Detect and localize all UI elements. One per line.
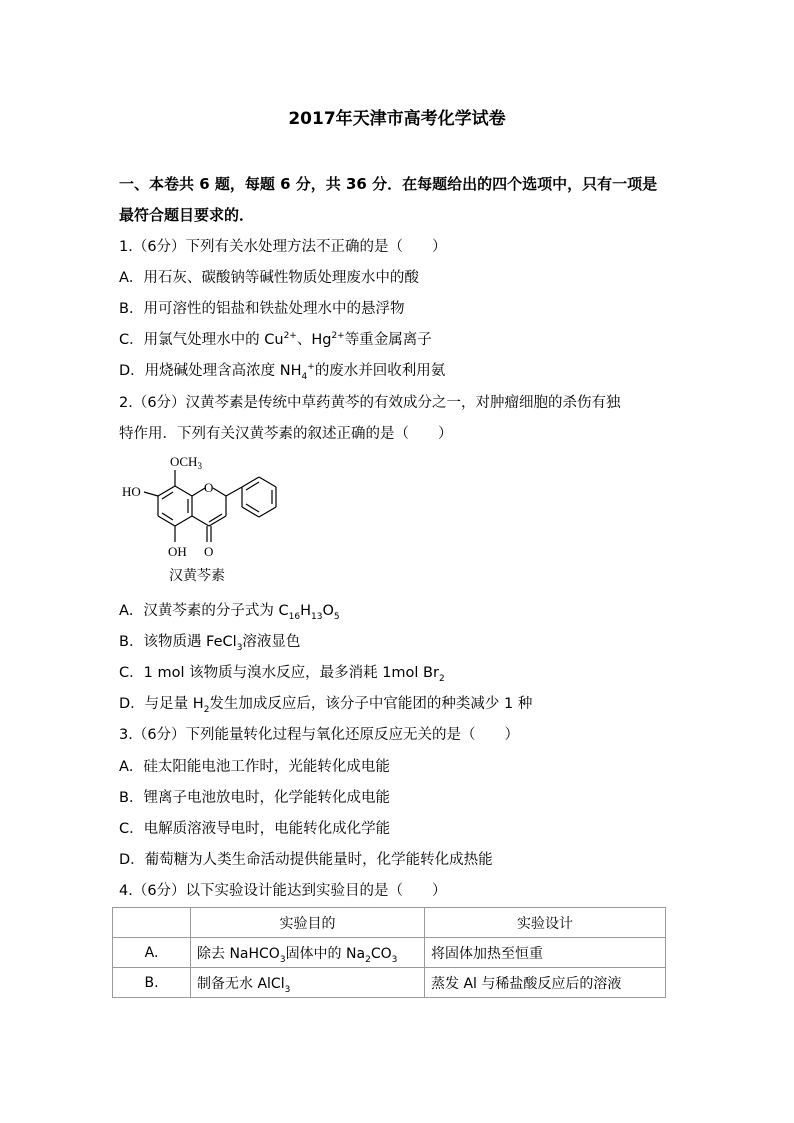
row-purpose: 制备无水 AlCl$_3$ [191, 968, 425, 998]
q1-option-c: C．用氯气处理水中的 $Cu^{2+}$、$Hg^{2+}$等重金属离子 [119, 331, 432, 348]
section-heading: 一、本卷共 6 题，每题 6 分，共 36 分．在每题给出的四个选项中，只有一项是 [119, 175, 658, 193]
row-purpose: 除去 NaHCO$_3$固体中的 $Na_2CO_3$ [191, 938, 425, 968]
section-heading-cont: 最符合题目要求的． [119, 206, 255, 224]
ring-oxygen-label: O [204, 480, 214, 495]
q2-option-b: B．该物质遇 FeCl$_3$溶液显色 [119, 634, 301, 653]
row-design: 蒸发 Al 与稀盐酸反应后的溶液 [425, 968, 666, 998]
page-title: 2017年天津市高考化学试卷 [288, 109, 506, 129]
q4-stem: 4.（6分）以下实验设计能达到实验目的是（ ） [119, 883, 447, 899]
q3-option-c: C．电解质溶液导电时，电能转化成化学能 [119, 821, 391, 837]
q3-stem: 3.（6分）下列能量转化过程与氧化还原反应无关的是（ ） [119, 727, 520, 743]
q3-option-d: D．葡萄糖为人类生命活动提供能量时，化学能转化成热能 [119, 852, 493, 868]
q2-option-d: D．与足量 $H_2$发生加成反应后，该分子中官能团的种类减少 1 种 [119, 696, 533, 715]
row-label: B. [113, 968, 191, 998]
q1-option-b: B．用可溶性的铝盐和铁盐处理水中的悬浮物 [119, 301, 405, 317]
table-row [113, 968, 666, 998]
table-row [113, 938, 666, 968]
q1-option-d: D．用烧碱处理含高浓度 $NH_4^+$的废水并回收利用氨 [119, 362, 446, 382]
header-cell-blank [113, 908, 191, 938]
och3-label: $OCH_3$ [170, 454, 202, 471]
wogonin-structure [118, 452, 298, 567]
carbonyl-oxygen-label: O [204, 544, 214, 559]
row-design: 将固体加热至恒重 [425, 938, 666, 968]
q3-option-a: A．硅太阳能电池工作时，光能转化成电能 [119, 759, 390, 775]
q2-stem: 2.（6分）汉黄芩素是传统中草药黄芩的有效成分之一，对肿瘤细胞的杀伤有独 [119, 395, 621, 411]
q1-stem: 1.（6分）下列有关水处理方法不正确的是（ ） [119, 239, 447, 255]
q2-stem-cont: 特作用．下列有关汉黄芩素的叙述正确的是（ ） [119, 426, 453, 442]
oh-label: OH [168, 544, 187, 559]
row-label: A. [113, 938, 191, 968]
header-cell-purpose: 实验目的 [191, 908, 425, 938]
header-cell-design: 实验设计 [425, 908, 666, 938]
q2-option-c: C．1 mol 该物质与溴水反应，最多消耗 1mol $Br_2$ [119, 665, 445, 684]
q2-option-a: A．汉黄芩素的分子式为 $C_{16}H_{13}O_5$ [119, 603, 340, 622]
experiment-table [112, 907, 666, 998]
ho-label: HO [122, 484, 141, 499]
q1-option-a: A．用石灰、碳酸钠等碱性物质处理废水中的酸 [119, 270, 419, 286]
structure-caption: 汉黄芩素 [169, 568, 225, 584]
q3-option-b: B．锂离子电池放电时，化学能转化成电能 [119, 790, 390, 806]
table-header-row [113, 908, 666, 938]
